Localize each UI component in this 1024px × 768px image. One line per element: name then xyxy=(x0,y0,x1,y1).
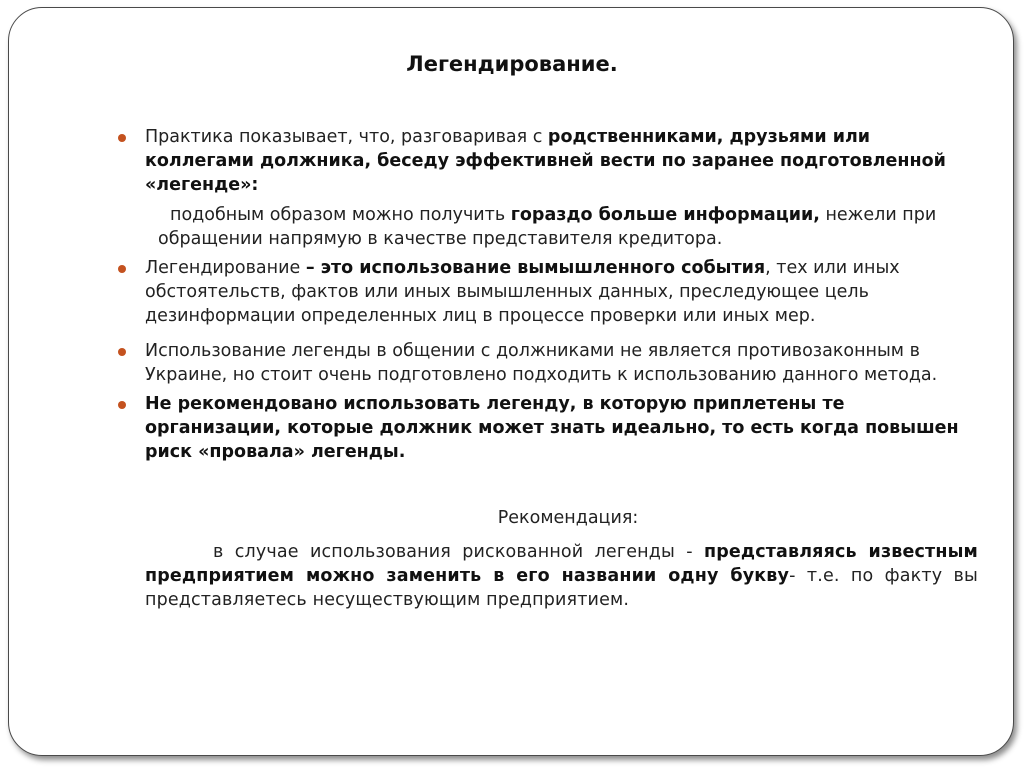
recommendation-bold: представляясь известным предприятием можно заменить в его названии одну букву xyxy=(145,542,978,586)
bullet-dot-icon xyxy=(118,265,126,273)
bullet-2-text: Легендирование xyxy=(145,258,306,278)
bullet-dot-icon xyxy=(118,134,126,142)
bullet-1-text: Практика показывает, что, разговаривая с xyxy=(145,127,548,147)
bullet-item-1 xyxy=(118,125,978,197)
bullet-dot-icon xyxy=(118,348,126,356)
sub-paragraph xyxy=(118,203,978,251)
recommendation-text xyxy=(118,540,978,612)
slide-content xyxy=(118,125,978,612)
sub-paragraph-text-2: нежели при обращении напрямую в качестве представителя кредитора. xyxy=(158,205,937,249)
sub-paragraph-text: подобным образом можно получить xyxy=(170,205,511,225)
bullet-dot-icon xyxy=(118,401,126,409)
recommendation-text-1: в случае использования рискованной легенды - xyxy=(213,542,704,562)
bullet-item-3 xyxy=(118,339,978,387)
slide-title: Легендирование. xyxy=(406,52,618,76)
bullet-2-bold: – это использование вымышленного события xyxy=(305,258,766,278)
recommendation-heading: Рекомендация: xyxy=(497,508,639,528)
bullet-item-4 xyxy=(118,392,978,464)
bullet-3-text: Использование легенды в общении с должниками не является противозаконным в Украине, но стоит очень подготовлено подходить к использованию данного метода. xyxy=(145,341,938,385)
bullet-2-text-2: , тех или иных обстоятельств, фактов или иных вымышленных данных, преследующее цель дезинформации определенных лиц в процессе проверки или иных мер. xyxy=(145,258,900,326)
recommendation-text-2: - т.е. по факту вы представляетесь несуществующим предприятием. xyxy=(145,566,978,610)
bullet-4-bold: Не рекомендовано использовать легенду, в которую приплетены те организации, которые должник может знать идеально, то есть когда повышен риск «провала» легенды. xyxy=(145,394,959,462)
sub-paragraph-bold: гораздо больше информации, xyxy=(510,205,820,225)
bullet-1-bold: родственниками, друзьями или коллегами должника, беседу эффективней вести по заранее подготовленной «легенде»: xyxy=(145,127,946,195)
bullet-item-2 xyxy=(118,256,978,328)
